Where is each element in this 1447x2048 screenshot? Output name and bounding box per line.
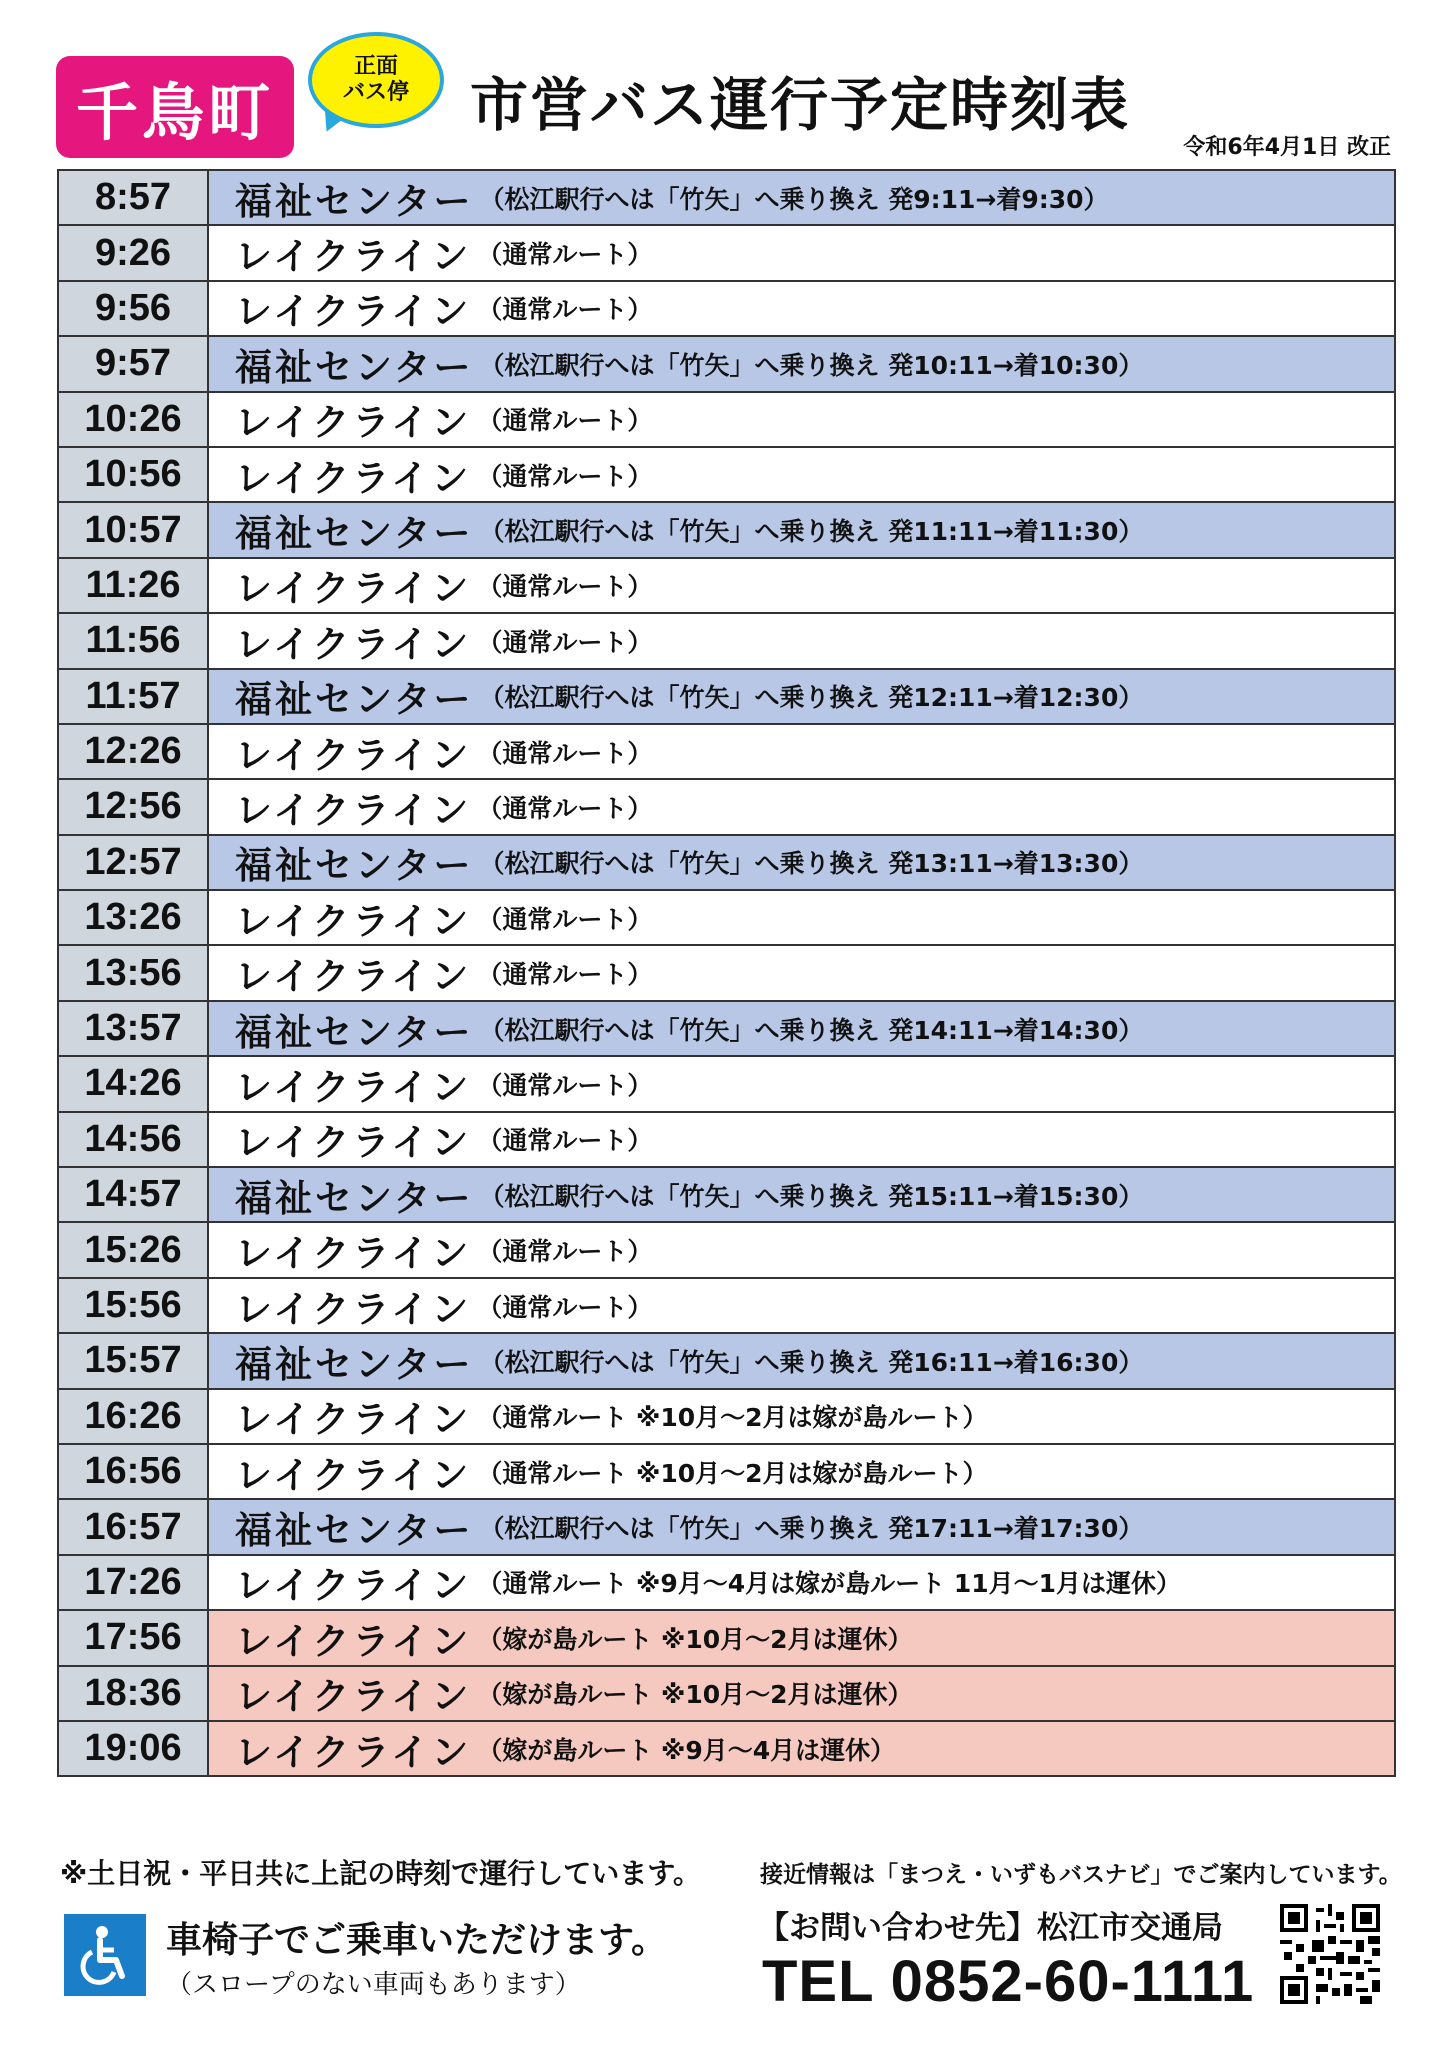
departure-time: 16:26: [59, 1390, 209, 1443]
departure-time: 10:56: [59, 448, 209, 501]
destination-note: （通常ルート）: [477, 1237, 653, 1267]
destination-cell: [209, 780, 1394, 833]
destination-note: （通常ルート）: [477, 1292, 653, 1322]
departure-time: 9:26: [59, 226, 209, 279]
destination-name: レイクライン: [235, 1398, 472, 1442]
bubble-line1: 正面: [353, 54, 398, 79]
destination-name: 福祉センター: [235, 844, 474, 888]
destination-name: レイクライン: [235, 290, 472, 334]
destination-name: レイクライン: [235, 235, 472, 279]
departure-time: 17:26: [59, 1556, 209, 1609]
timetable-row: [59, 891, 1394, 946]
contact-label: 【お問い合わせ先】松江市交通局: [758, 1910, 1223, 1946]
timetable-row: [59, 725, 1394, 780]
timetable-row: [59, 1113, 1394, 1168]
timetable-row: [59, 1334, 1394, 1389]
destination-note: （通常ルート）: [477, 627, 653, 657]
page-title: 市営バス運行予定時刻表: [470, 71, 1131, 139]
timetable-row: [59, 1002, 1394, 1057]
wheelchair-icon: [64, 1914, 146, 1996]
destination-note: （通常ルート）: [477, 295, 653, 325]
approach-info-note: 接近情報は「まつえ・いずもバスナビ」でご案内しています。: [760, 1862, 1402, 1888]
destination-cell: [209, 946, 1394, 999]
timetable-row: [59, 282, 1394, 337]
destination-cell: [209, 503, 1394, 556]
departure-time: 11:57: [59, 670, 209, 723]
departure-time: 8:57: [59, 171, 209, 224]
destination-note: （松江駅行へは「竹矢」へ乗り換え 発10:11→着10:30）: [479, 350, 1144, 380]
destination-note: （松江駅行へは「竹矢」へ乗り換え 発15:11→着15:30）: [479, 1181, 1144, 1211]
timetable-row: [59, 337, 1394, 392]
destination-note: （嫁が島ルート ※10月～2月は運休）: [477, 1680, 913, 1710]
timetable-row: [59, 1556, 1394, 1611]
destination-name: レイクライン: [235, 1287, 472, 1331]
destination-cell: [209, 1611, 1394, 1664]
destination-cell: [209, 282, 1394, 335]
departure-time: 12:57: [59, 836, 209, 889]
destination-note: （松江駅行へは「竹矢」へ乗り換え 発13:11→着13:30）: [479, 849, 1144, 879]
destination-note: （嫁が島ルート ※10月～2月は運休）: [477, 1624, 913, 1654]
timetable-row: [59, 1445, 1394, 1500]
departure-time: 16:57: [59, 1500, 209, 1553]
destination-cell: [209, 1390, 1394, 1443]
destination-name: レイクライン: [235, 955, 472, 999]
timetable-row: [59, 614, 1394, 669]
destination-note: （通常ルート ※9月～4月は嫁が島ルート 11月～1月は運休）: [477, 1569, 1182, 1599]
timetable-row: [59, 1279, 1394, 1334]
destination-name: 福祉センター: [235, 1342, 474, 1386]
destination-cell: [209, 1002, 1394, 1055]
timetable-row: [59, 1500, 1394, 1555]
timetable-row: [59, 1667, 1394, 1722]
destination-name: 福祉センター: [235, 1176, 474, 1220]
revision-date: 令和6年4月1日 改正: [1183, 135, 1391, 160]
timetable-row: [59, 226, 1394, 281]
destination-cell: [209, 1168, 1394, 1221]
destination-cell: [209, 1445, 1394, 1498]
destination-cell: [209, 1667, 1394, 1720]
destination-cell: [209, 1500, 1394, 1553]
destination-note: （通常ルート）: [477, 904, 653, 934]
destination-note: （通常ルート）: [477, 738, 653, 768]
destination-note: （通常ルート）: [477, 1126, 653, 1156]
departure-time: 13:26: [59, 891, 209, 944]
destination-cell: [209, 1334, 1394, 1387]
destination-note: （通常ルート）: [477, 793, 653, 823]
destination-note: （通常ルート）: [477, 960, 653, 990]
destination-cell: [209, 1223, 1394, 1276]
destination-cell: [209, 725, 1394, 778]
departure-time: 9:56: [59, 282, 209, 335]
timetable-row: [59, 393, 1394, 448]
departure-time: 13:57: [59, 1002, 209, 1055]
departure-time: 9:57: [59, 337, 209, 390]
destination-name: レイクライン: [235, 456, 472, 500]
destination-cell: [209, 891, 1394, 944]
wheelchair-text: 車椅子でご乗車いただけます。: [166, 1920, 668, 1961]
departure-time: 11:26: [59, 559, 209, 612]
destination-name: レイクライン: [235, 899, 472, 943]
destination-note: （松江駅行へは「竹矢」へ乗り換え 発9:11→着9:30）: [479, 184, 1109, 214]
destination-name: レイクライン: [235, 622, 472, 666]
destination-note: （通常ルート ※10月～2月は嫁が島ルート）: [477, 1458, 988, 1488]
departure-time: 11:56: [59, 614, 209, 667]
departure-time: 16:56: [59, 1445, 209, 1498]
destination-cell: [209, 1722, 1394, 1775]
timetable-row: [59, 1390, 1394, 1445]
destination-name: レイクライン: [235, 1619, 472, 1663]
destination-cell: [209, 1279, 1394, 1332]
destination-cell: [209, 1113, 1394, 1166]
departure-time: 15:26: [59, 1223, 209, 1276]
departure-time: 15:56: [59, 1279, 209, 1332]
departure-time: 12:26: [59, 725, 209, 778]
destination-cell: [209, 171, 1394, 224]
timetable-row: [59, 1057, 1394, 1112]
destination-note: （松江駅行へは「竹矢」へ乗り換え 発14:11→着14:30）: [479, 1015, 1144, 1045]
departure-time: 19:06: [59, 1722, 209, 1775]
destination-note: （通常ルート）: [477, 572, 653, 602]
header: [0, 0, 1447, 165]
destination-cell: [209, 670, 1394, 723]
destination-cell: [209, 337, 1394, 390]
destination-name: レイクライン: [235, 733, 472, 777]
timetable-row: [59, 780, 1394, 835]
timetable-row: [59, 503, 1394, 558]
destination-note: （通常ルート）: [477, 1070, 653, 1100]
wheelchair-subtext: （スロープのない車両もあります）: [166, 1970, 581, 2000]
departure-time: 13:56: [59, 946, 209, 999]
timetable: [57, 169, 1396, 1777]
departure-time: 10:26: [59, 393, 209, 446]
destination-note: （松江駅行へは「竹矢」へ乗り換え 発11:11→着11:30）: [479, 517, 1144, 547]
destination-name: レイクライン: [235, 567, 472, 611]
destination-name: 福祉センター: [235, 345, 474, 389]
departure-time: 18:36: [59, 1667, 209, 1720]
destination-name: 福祉センター: [235, 678, 474, 722]
operation-note: ※土日祝・平日共に上記の時刻で運行しています。: [60, 1857, 701, 1890]
departure-time: 14:57: [59, 1168, 209, 1221]
destination-note: （松江駅行へは「竹矢」へ乗り換え 発16:11→着16:30）: [479, 1347, 1144, 1377]
departure-time: 17:56: [59, 1611, 209, 1664]
timetable-row: [59, 448, 1394, 503]
timetable-row: [59, 559, 1394, 614]
destination-name: 福祉センター: [235, 512, 474, 556]
timetable-row: [59, 670, 1394, 725]
destination-note: （通常ルート）: [477, 461, 653, 491]
departure-time: 15:57: [59, 1334, 209, 1387]
timetable-row: [59, 1223, 1394, 1278]
destination-note: （通常ルート）: [477, 406, 653, 436]
destination-name: レイクライン: [235, 1564, 472, 1608]
destination-cell: [209, 1556, 1394, 1609]
timetable-row: [59, 1722, 1394, 1777]
departure-time: 10:57: [59, 503, 209, 556]
destination-note: （松江駅行へは「竹矢」へ乗り換え 発12:11→着12:30）: [479, 683, 1144, 713]
destination-name: レイクライン: [235, 1065, 472, 1109]
timetable-row: [59, 836, 1394, 891]
destination-name: レイクライン: [235, 789, 472, 832]
destination-note: （通常ルート）: [477, 240, 653, 270]
destination-cell: [209, 614, 1394, 667]
destination-name: レイクライン: [235, 401, 472, 445]
departure-time: 14:26: [59, 1057, 209, 1110]
destination-note: （嫁が島ルート ※9月～4月は運休）: [477, 1735, 896, 1765]
qr-code-icon[interactable]: [1280, 1904, 1380, 2004]
destination-note: （松江駅行へは「竹矢」へ乗り換え 発17:11→着17:30）: [479, 1514, 1144, 1544]
destination-cell: [209, 559, 1394, 612]
timetable-row: [59, 1611, 1394, 1666]
front-bus-stop-bubble: [308, 32, 444, 128]
destination-cell: [209, 226, 1394, 279]
destination-note: （通常ルート ※10月～2月は嫁が島ルート）: [477, 1403, 988, 1433]
destination-name: 福祉センター: [235, 179, 474, 223]
destination-cell: [209, 1057, 1394, 1110]
destination-cell: [209, 393, 1394, 446]
departure-time: 12:56: [59, 780, 209, 833]
bubble-line2: バス停: [342, 80, 409, 105]
destination-cell: [209, 448, 1394, 501]
destination-name: 福祉センター: [235, 1509, 474, 1553]
telephone-number: TEL 0852-60-1111: [762, 1949, 1255, 2014]
destination-name: レイクライン: [235, 1730, 472, 1774]
destination-cell: [209, 836, 1394, 889]
destination-name: レイクライン: [235, 1453, 472, 1497]
destination-name: レイクライン: [235, 1121, 472, 1165]
timetable-row: [59, 946, 1394, 1001]
timetable-row: [59, 1168, 1394, 1223]
departure-time: 14:56: [59, 1113, 209, 1166]
stop-name-badge: 千鳥町: [56, 56, 294, 158]
destination-name: 福祉センター: [235, 1010, 474, 1054]
destination-name: レイクライン: [235, 1232, 472, 1276]
destination-name: レイクライン: [235, 1675, 472, 1719]
timetable-row: [59, 171, 1394, 226]
